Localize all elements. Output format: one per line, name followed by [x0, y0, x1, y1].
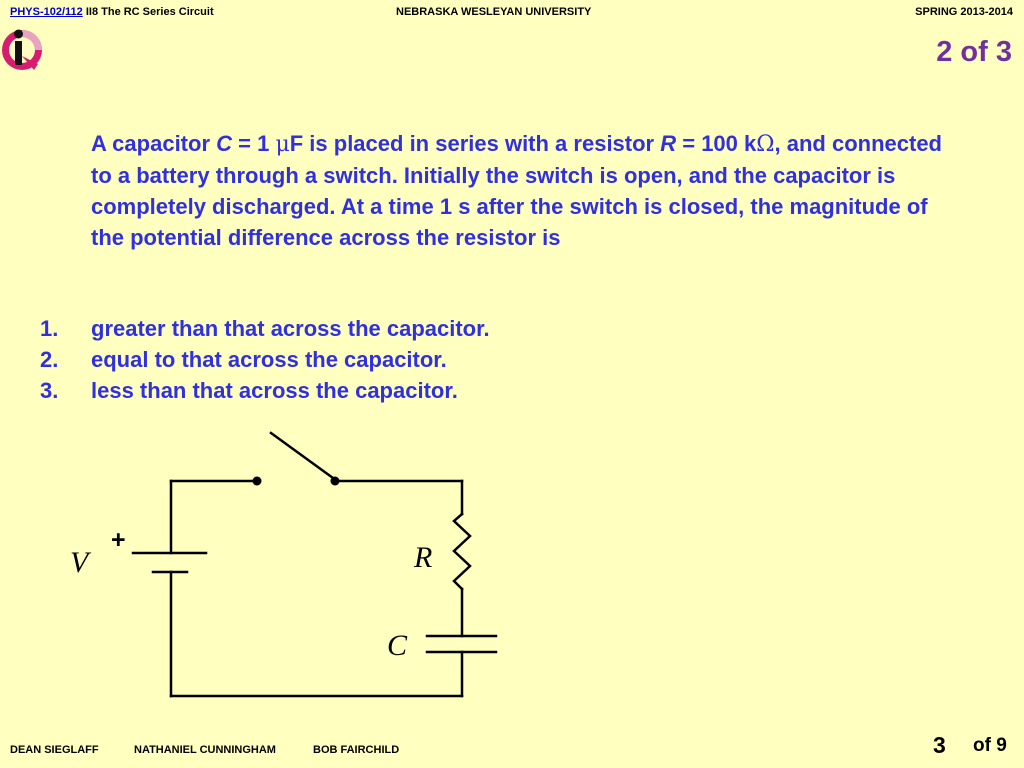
switch-contact-left [253, 477, 262, 486]
resistor-zigzag [454, 514, 470, 589]
capacitor-symbol: C [216, 131, 233, 156]
plus-sign: + [111, 526, 126, 554]
university-name: NEBRASKA WESLEYAN UNIVERSITY [396, 6, 592, 18]
question-text: A capacitor C = 1 μF is placed in series with a resistor R = 100 kΩ, and connected to a battery through a switch. Initially the switch is open, and the capacitor is completely discharged. At a time 1 s after the switch is closed, the magnitude of the potential difference across the resistor is [91, 131, 942, 250]
answer-option-1[interactable]: 1. greater than that across the capacitor. [40, 316, 490, 341]
author-3: BOB FAIRCHILD [313, 744, 400, 756]
resistor-label: R [414, 541, 433, 574]
switch-blade [271, 433, 333, 478]
mu-symbol: μ [275, 132, 290, 157]
capacitor-label: C [387, 629, 408, 662]
rc-circuit-diagram [50, 420, 510, 710]
course-link[interactable]: PHYS-102/112 [10, 6, 83, 18]
logo-icon [0, 26, 48, 76]
omega-symbol: Ω [756, 132, 775, 157]
author-1: DEAN SIEGLAFF [10, 744, 99, 756]
header-left [10, 6, 214, 18]
answer-option-2[interactable]: 2. equal to that across the capacitor. [40, 347, 447, 372]
switch-contact-right [331, 477, 340, 486]
author-2: NATHANIEL CUNNINGHAM [134, 744, 276, 756]
term-label: SPRING 2013-2014 [915, 6, 1013, 18]
answer-option-3[interactable]: 3. less than that across the capacitor. [40, 378, 458, 403]
page-number: 3 [933, 732, 946, 758]
battery-label: V [70, 546, 89, 579]
topic-title: II8 The RC Series Circuit [85, 6, 214, 18]
page-total: of 9 [973, 735, 1007, 756]
slide-counter: 2 of 3 [936, 36, 1012, 68]
resistor-symbol: R [660, 131, 677, 156]
